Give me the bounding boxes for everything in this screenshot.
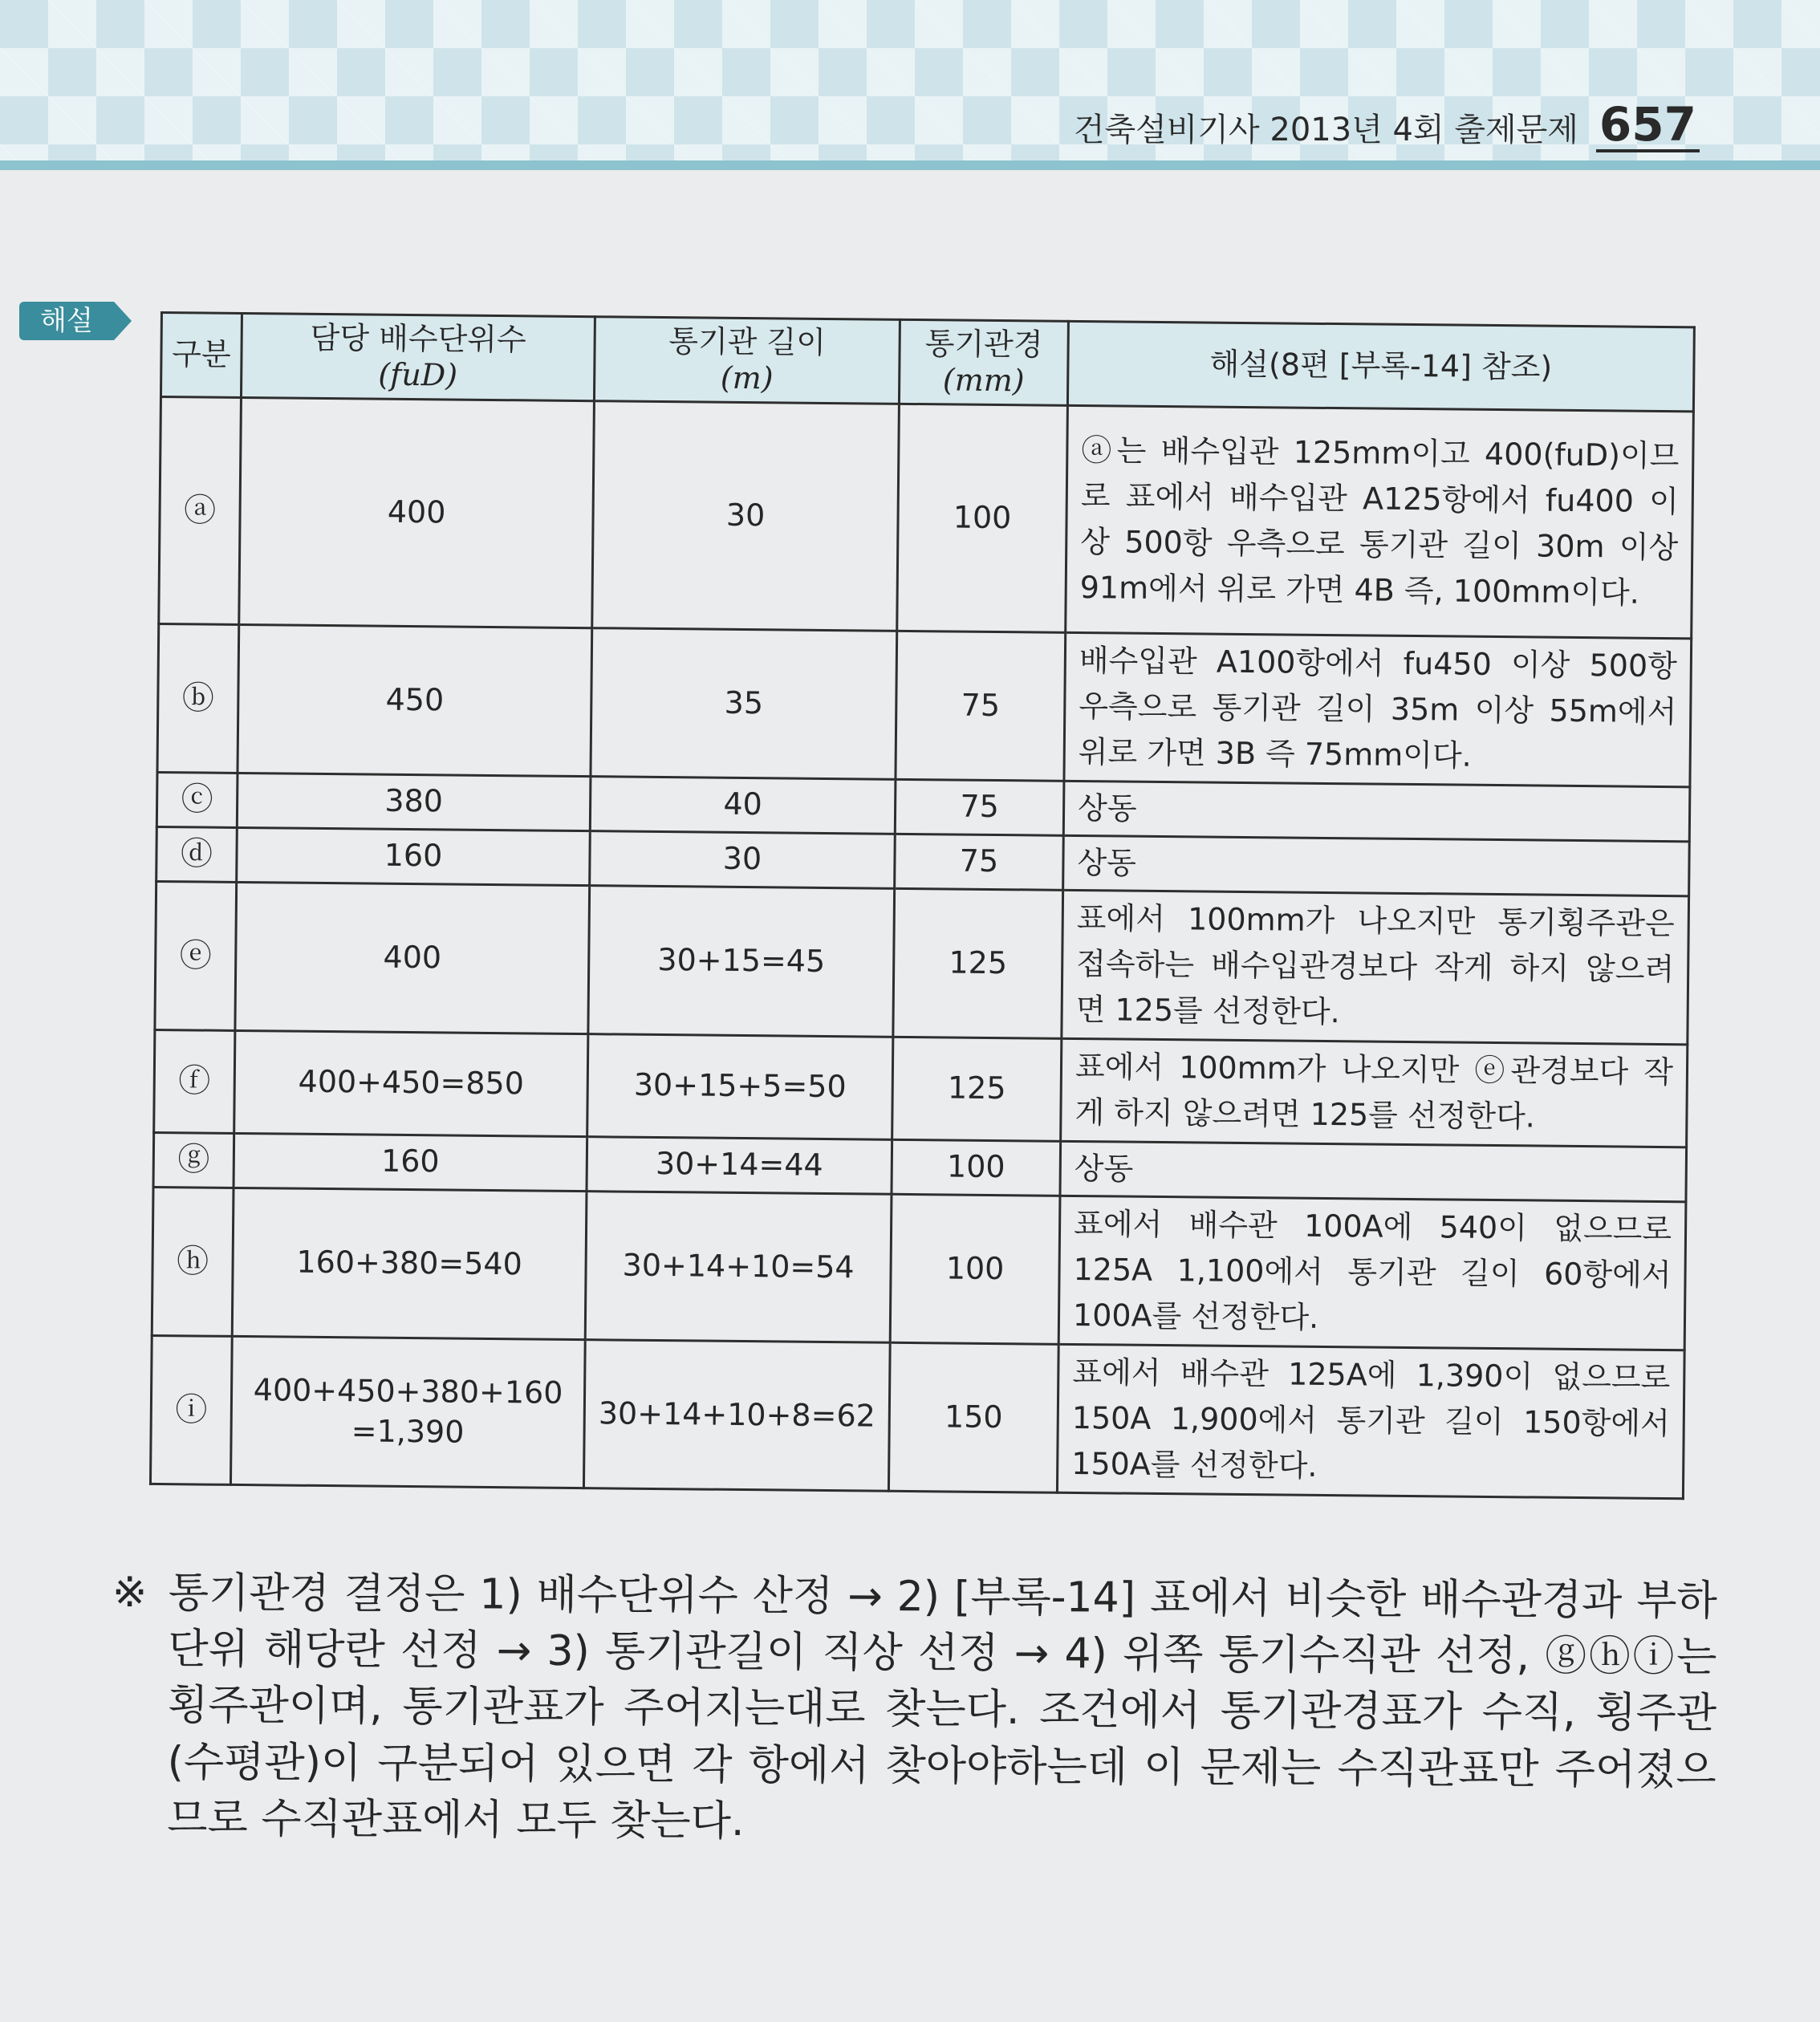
header-fud: 담당 배수단위수 (fuD) xyxy=(241,313,595,400)
cell-diameter: 125 xyxy=(893,888,1063,1038)
cell-explanation: 표에서 배수관 125A에 1,390이 없으므로 150A 1,900에서 통기관 길이 150항에서 150A를 선정한다. xyxy=(1057,1344,1684,1498)
table-row xyxy=(152,1187,1686,1350)
table-header-row xyxy=(160,313,1694,412)
cell-length: 30 xyxy=(592,400,900,631)
cell-diameter: 100 xyxy=(892,1139,1061,1196)
header-rule xyxy=(0,160,1820,170)
note xyxy=(111,1565,1717,1854)
cell-length: 30+14+10+8=62 xyxy=(583,1339,890,1491)
table-row xyxy=(150,1335,1684,1498)
cell-length: 35 xyxy=(591,627,897,779)
header-vent-length: 통기관 길이 (m) xyxy=(594,317,900,404)
answer-table xyxy=(149,311,1696,1500)
cell-fud: 400 xyxy=(239,397,595,627)
table-row xyxy=(154,1029,1688,1147)
cell-explanation: 표에서 100mm가 나오지만 ⓔ관경보다 작게 하지 않으려면 125를 선정한다. xyxy=(1061,1038,1688,1147)
cell-explanation: 표에서 배수관 100A에 540이 없으므로 125A 1,100에서 통기관 길이 60항에서 100A를 선정한다. xyxy=(1058,1196,1686,1350)
note-text: 통기관경 결정은 1) 배수단위수 산정 → 2) [부록-14] 표에서 비슷한 배수관경과 부하단위 해당란 선정 → 3) 통기관길이 직상 선정 → 4) 위쪽 통기수직관 선정, ⓖⓗⓘ는 횡주관이며, 통기관표가 주어지는대로 찾는다. 조건에서 통기관경표가 수직, 횡주관(수평관)이 구분되어 있으면 각 항에서 찾아야하는데 이 문제는 수직관표만 주어졌으므로 수직관표에서 모두 찾는다. xyxy=(167,1569,1717,1845)
cell-length: 30+14+10=54 xyxy=(585,1191,892,1342)
section-tag: 해설 xyxy=(19,302,114,340)
cell-length: 30 xyxy=(590,830,896,888)
cell-diameter: 75 xyxy=(896,631,1066,781)
cell-diameter: 75 xyxy=(895,834,1064,890)
row-id: ⓖ xyxy=(153,1132,234,1188)
cell-length: 30+14=44 xyxy=(587,1136,892,1194)
running-title: 건축설비기사 2013년 4회 출제문제 xyxy=(1073,112,1578,148)
cell-diameter: 75 xyxy=(895,779,1064,835)
header-vent-diameter: 통기관경 (mm) xyxy=(899,319,1068,405)
cell-length: 30+15+5=50 xyxy=(587,1033,893,1139)
header-explanation: 해설(8편 [부록-14] 참조) xyxy=(1067,321,1694,411)
running-head xyxy=(1073,97,1700,152)
header-vent-diameter-unit: (mm) xyxy=(942,362,1025,399)
cell-fud: 400+450=850 xyxy=(234,1030,588,1136)
row-id: ⓕ xyxy=(154,1029,235,1133)
cell-fud: 160 xyxy=(234,1133,587,1191)
cell-diameter: 100 xyxy=(897,404,1068,632)
cell-length: 30+15=45 xyxy=(588,885,895,1037)
row-id: ⓘ xyxy=(150,1335,232,1484)
row-id: ⓑ xyxy=(157,623,239,773)
cell-explanation: 상동 xyxy=(1060,1141,1687,1201)
header-category: 구분 xyxy=(160,313,242,398)
row-id: ⓐ xyxy=(159,396,242,624)
cell-fud: 160+380=540 xyxy=(232,1188,587,1339)
cell-fud: 400+450+380+160 =1,390 xyxy=(230,1336,585,1488)
row-id: ⓔ xyxy=(155,881,237,1030)
cell-explanation: 배수입관 A100항에서 fu450 이상 500항 우측으로 통기관 길이 35m 이상 55m에서 위로 가면 3B 즉 75mm이다. xyxy=(1064,632,1692,786)
cell-fud: 400 xyxy=(235,882,590,1033)
note-mark: ※ xyxy=(112,1568,148,1618)
cell-fud: 450 xyxy=(238,624,592,776)
header-fud-unit: (fuD) xyxy=(378,356,458,393)
cell-length: 40 xyxy=(590,776,896,834)
page-number: 657 xyxy=(1596,100,1700,152)
cell-fud: 160 xyxy=(237,827,591,885)
cell-fud: 380 xyxy=(237,773,591,830)
table-row xyxy=(157,623,1692,786)
row-id: ⓓ xyxy=(156,826,238,882)
cell-explanation: 상동 xyxy=(1063,781,1690,841)
cell-diameter: 150 xyxy=(888,1342,1058,1492)
cell-explanation: ⓐ는 배수입관 125mm이고 400(fuD)이므로 표에서 배수입관 A125항에서 fu400 이상 500항 우측으로 통기관 길이 30m 이상 91m에서 위로 가면 4B 즉, 100mm이다. xyxy=(1066,405,1694,638)
cell-diameter: 125 xyxy=(892,1037,1062,1141)
row-id: ⓗ xyxy=(152,1187,234,1336)
header-vent-length-unit: (m) xyxy=(720,359,774,396)
cell-explanation: 상동 xyxy=(1063,835,1690,895)
cell-diameter: 100 xyxy=(890,1194,1060,1344)
cell-explanation: 표에서 100mm가 나오지만 통기횡주관은 접속하는 배수입관경보다 작게 하지 않으려면 125를 선정한다. xyxy=(1062,890,1689,1044)
table-row xyxy=(155,881,1689,1044)
table-row xyxy=(159,396,1694,638)
row-id: ⓒ xyxy=(156,772,238,827)
